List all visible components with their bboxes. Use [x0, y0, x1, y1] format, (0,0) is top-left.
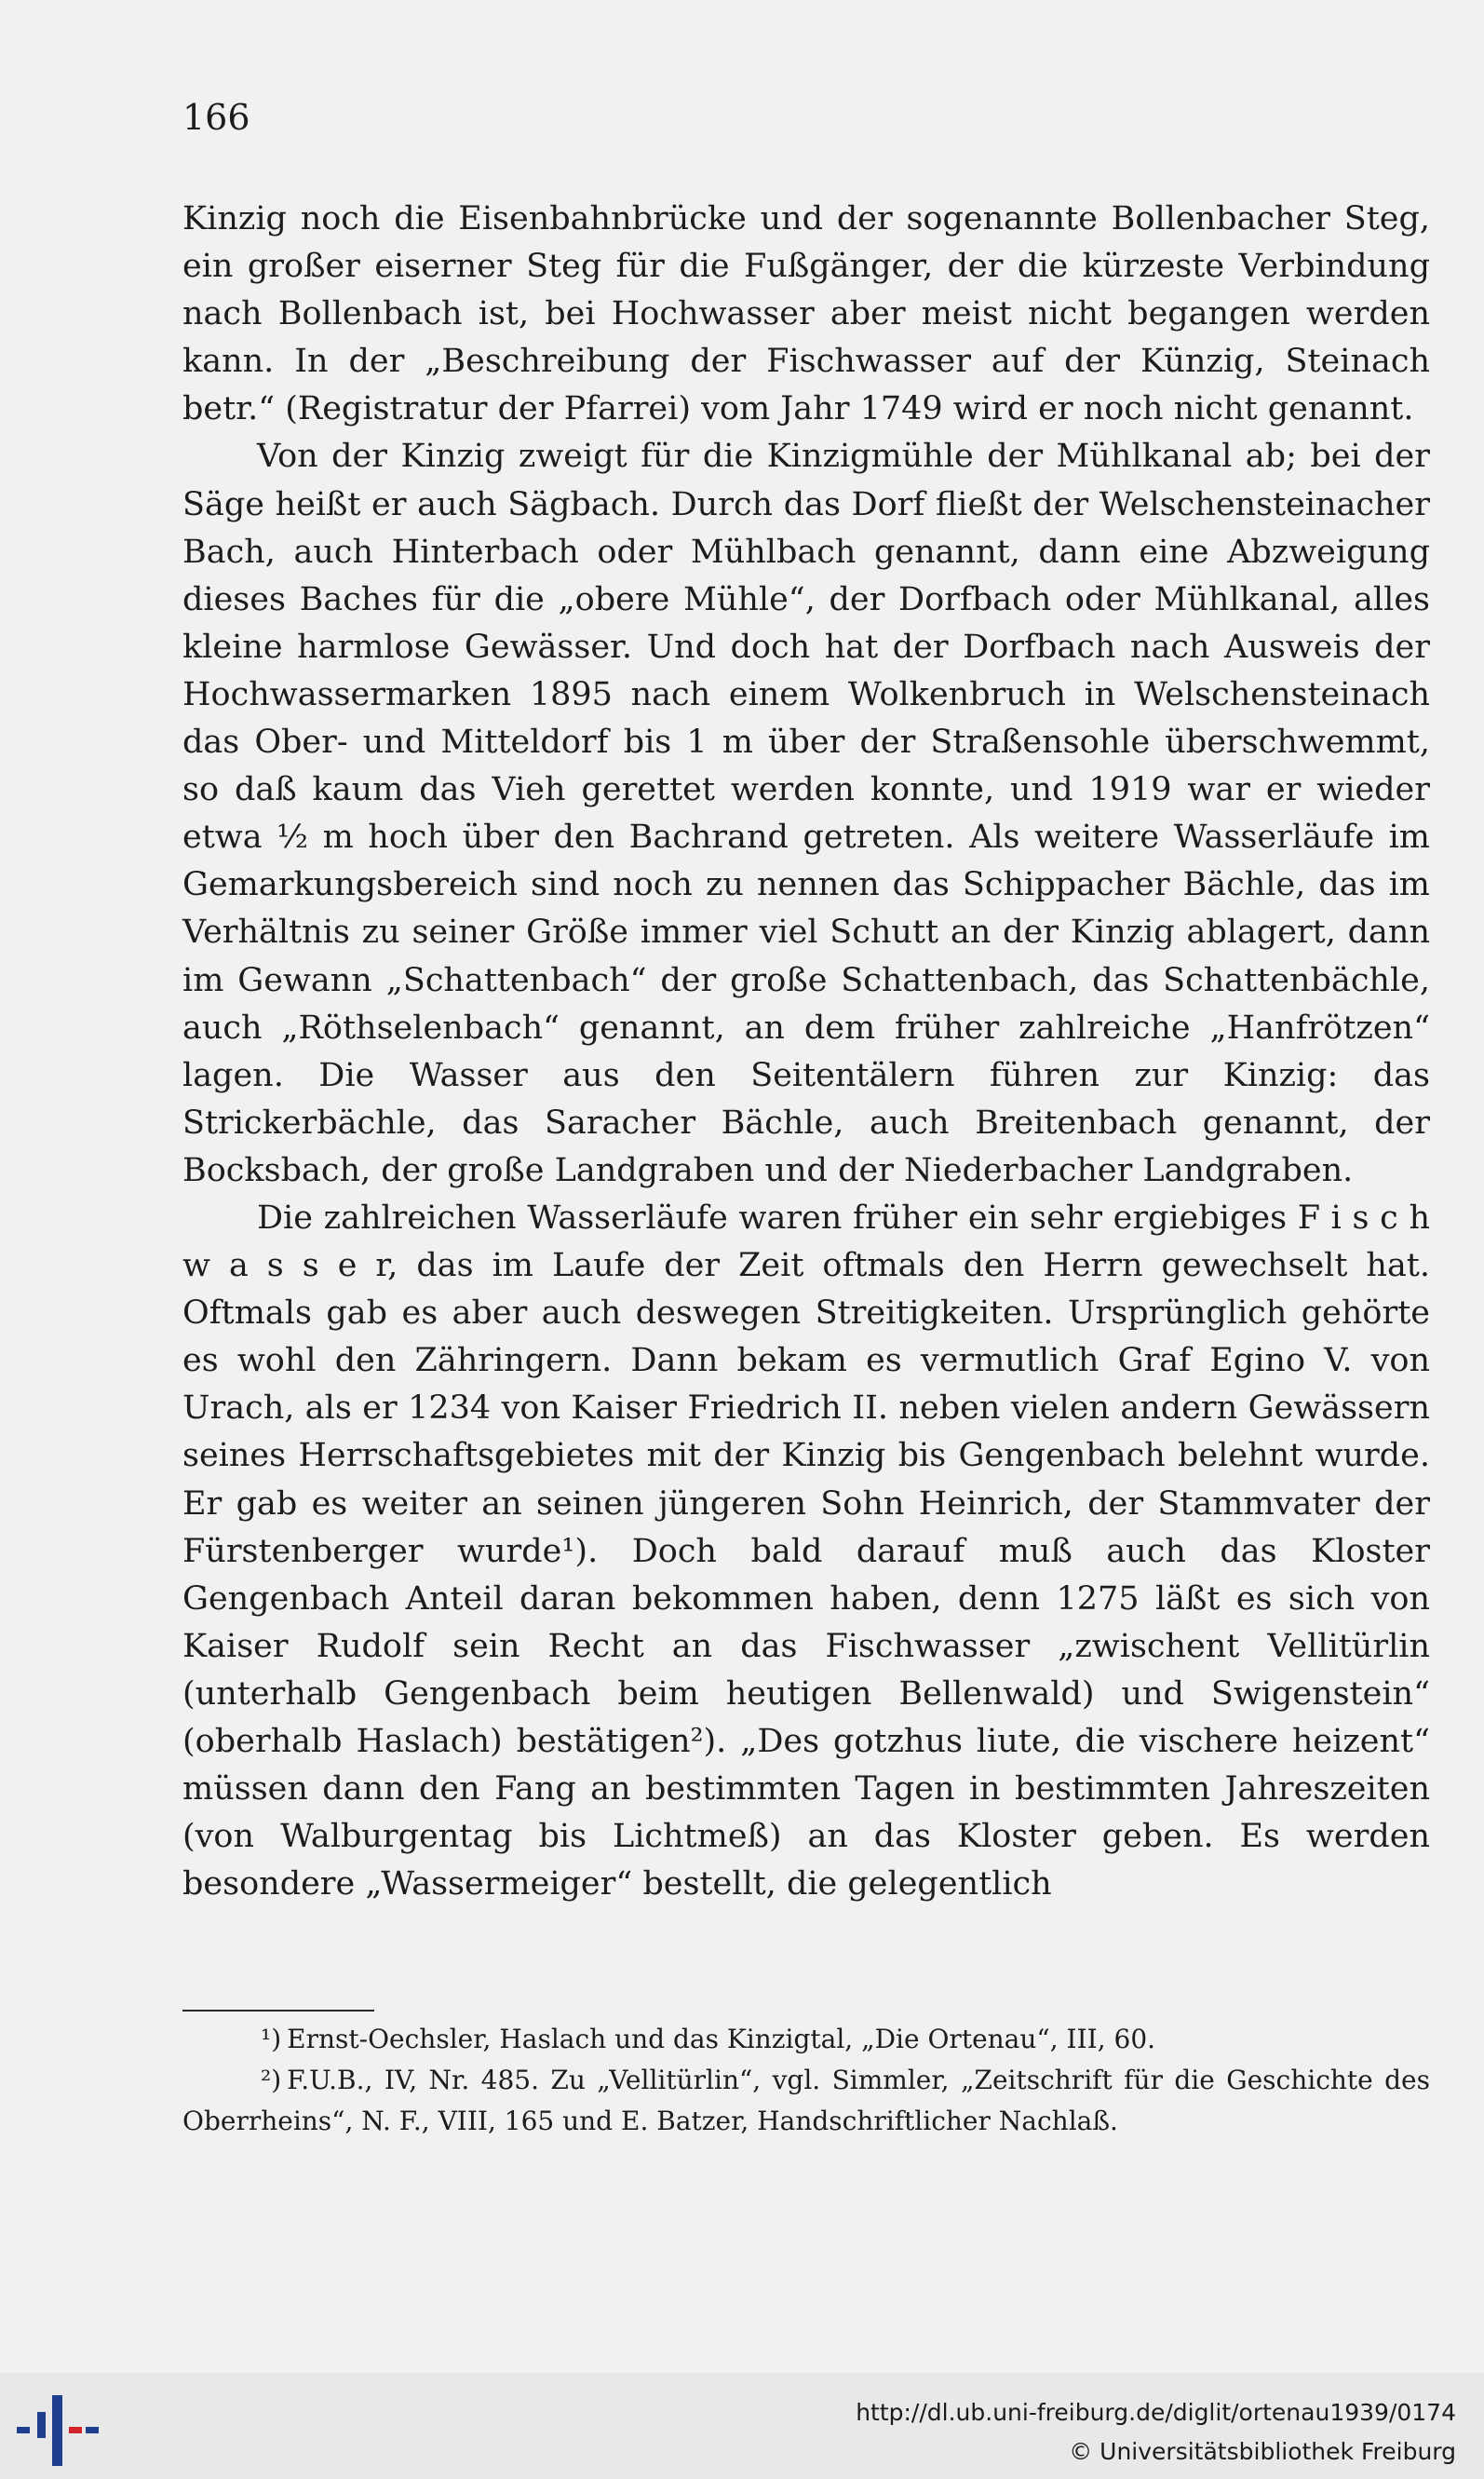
- footnote-2: [182, 2060, 1430, 2142]
- footnote-1-text: Ernst-Oechsler, Haslach und das Kinzigtal, „Die Ortenau“, III, 60.: [287, 2024, 1156, 2054]
- footnote-rule: [182, 2010, 374, 2012]
- source-url-link[interactable]: http://dl.ub.uni-freiburg.de/diglit/ortenau1939/0174: [856, 2399, 1456, 2426]
- footnote-1: [182, 2019, 1430, 2060]
- paragraph-3: Die zahlreichen Wasserläufe waren früher ein sehr ergiebiges F i s c h w a s s e r, das im Laufe der Zeit oftmals den Herrn gewechselt hat. Oftmals gab es aber auch deswegen Streitigkeiten. Ursprünglich gehörte es wohl den Zähringern. Dann bekam es vermutlich Graf Egino V. von Urach, als er 1234 von Kaiser Friedrich II. neben vielen andern Gewässern seines Herrschaftsgebietes mit der Kinzig bis Gengenbach belehnt wurde. Er gab es weiter an seinen jüngeren Sohn Heinrich, der Stammvater der Fürstenberger wurde¹). Doch bald darauf muß auch das Kloster Gengenbach Anteil daran bekommen haben, denn 1275 läßt es sich von Kaiser Rudolf sein Recht an das Fischwasser „zwischent Vellitürlin (unterhalb Gengenbach beim heutigen Bellenwald) und Swigenstein“ (oberhalb Haslach) bestätigen²). „Des gotzhus liute, die vischere heizent“ müssen dann den Fang an bestimmten Tagen in bestimmten Jahreszeiten (von Walburgentag bis Lichtmeß) an das Kloster geben. Es werden besondere „Wassermeiger“ bestellt, die gelegentlich: [182, 1199, 1430, 1903]
- footnotes: [182, 2019, 1430, 2142]
- library-footer: [0, 2373, 1484, 2479]
- copyright-notice: © Universitätsbibliothek Freiburg: [1069, 2438, 1456, 2465]
- page-number: 166: [182, 97, 250, 138]
- footnote-2-mark: ²): [261, 2065, 282, 2095]
- footnote-2-text: F.U.B., IV, Nr. 485. Zu „Vellitürlin“, vgl. Simmler, „Zeitschrift für die Geschichte des Oberrheins“, N. F., VIII, 165 und E. Batzer, Handschriftlicher Nachlaß.: [182, 2065, 1430, 2136]
- footnote-1-mark: ¹): [261, 2024, 282, 2054]
- paragraph-1: Kinzig noch die Eisenbahnbrücke und der sogenannte Bollenbacher Steg, ein großer eiserner Steg für die Fußgänger, der die kürzeste Verbindung nach Bollenbach ist, bei Hochwasser aber meist nicht begangen werden kann. In der „Beschreibung der Fischwasser auf der Künzig, Steinach betr.“ (Registratur der Pfarrei) vom Jahr 1749 wird er noch nicht genannt.: [182, 200, 1430, 428]
- body-text: [182, 196, 1430, 1908]
- library-logo-icon: [17, 2391, 99, 2466]
- paragraph-2: Von der Kinzig zweigt für die Kinzigmühle der Mühlkanal ab; bei der Säge heißt er auch Sägbach. Durch das Dorf fließt der Welschensteinacher Bach, auch Hinterbach oder Mühlbach genannt, dann eine Abzweigung dieses Baches für die „obere Mühle“, der Dorfbach oder Mühlkanal, alles kleine harmlose Gewässer. Und doch hat der Dorfbach nach Ausweis der Hochwassermarken 1895 nach einem Wolkenbruch in Welschensteinach das Ober- und Mitteldorf bis 1 m über der Straßensohle überschwemmt, so daß kaum das Vieh gerettet werden konnte, und 1919 war er wieder etwa ½ m hoch über den Bachrand getreten. Als weitere Wasserläufe im Gemarkungsbereich sind noch zu nennen das Schippacher Bächle, das im Verhältnis zu seiner Größe immer viel Schutt an der Kinzig ablagert, dann im Gewann „Schattenbach“ der große Schattenbach, das Schattenbächle, auch „Röthselenbach“ genannt, an dem früher zahlreiche „Hanfrötzen“ lagen. Die Wasser aus den Seitentälern führen zur Kinzig: das Strickerbächle, das Saracher Bächle, auch Breitenbach genannt, der Bocksbach, der große Landgraben und der Niederbacher Landgraben.: [182, 438, 1430, 1189]
